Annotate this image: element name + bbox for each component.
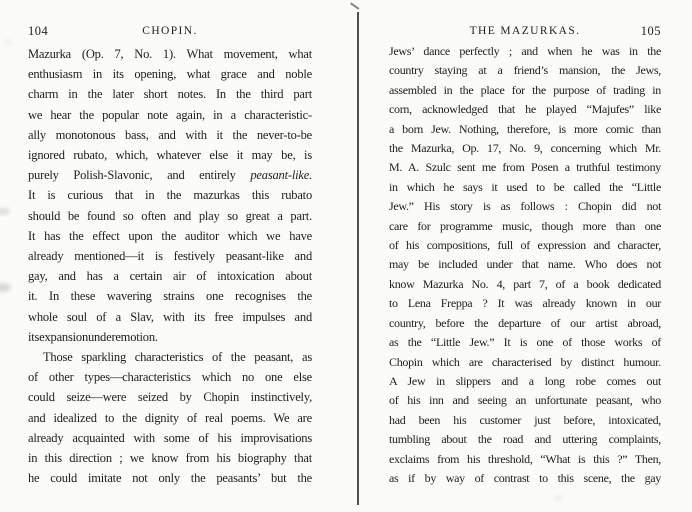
text-line: exclaims from his threshold, “What is this ?” Then,	[389, 451, 661, 466]
text-line: its expansion under emotion.	[28, 329, 158, 344]
running-title-left: CHOPIN.	[142, 25, 198, 37]
text-line: of other types—characteristics which no one else	[28, 370, 312, 385]
scan-smudge	[0, 208, 10, 215]
text-line: it. In these wavering strains one recognises the	[28, 289, 312, 304]
text-line: It has the effect upon the auditor which we have	[28, 228, 312, 243]
text-line: Jews’ dance perfectly ; and when he was in the	[389, 44, 661, 58]
scan-smudge	[554, 496, 563, 501]
left-running-header	[28, 24, 312, 40]
left-page-text	[28, 44, 312, 488]
text-line: know Mazurka No. 4, part 7, of a book dedicated	[389, 276, 661, 291]
text-line: ally monotonous bass, and with it the never-to-be	[28, 127, 312, 142]
text-line: we hear the popular note again, in a characteristic-	[28, 107, 312, 122]
text-line: country staying at a friend’s mansion, the Jews,	[389, 63, 661, 78]
text-line: purely Polish-Slavonic, and entirely peasant-like.	[28, 168, 312, 183]
text-line: as if by way of contrast to this scene, the gay	[389, 470, 661, 485]
text-line: and idealized to the dignity of real poems. We are	[28, 410, 312, 425]
text-line: It is curious that in the mazurkas this rubato	[28, 188, 312, 203]
text-line: already mentioned—it is festively peasant-like and	[28, 249, 312, 264]
text-line: corn, acknowledged that he played “Majufes” like	[389, 102, 661, 117]
text-line: a born Jew. Nothing, therefore, is more comic than	[389, 121, 661, 136]
text-line: country, before the departure of our artist abroad,	[389, 315, 661, 330]
book-spine-line-hook	[350, 2, 359, 9]
text-line: A Jew in slippers and a long robe comes out	[389, 373, 661, 388]
text-line: care for programme music, though more than one	[389, 218, 661, 233]
text-line: charm in the later short notes. In the third part	[28, 87, 312, 102]
text-line: Those sparkling characteristics of the peasant, as	[43, 350, 312, 365]
text-line: as the “Little Jew.” It is one of those works of	[389, 335, 661, 350]
book-spine-line	[357, 12, 359, 505]
text-line: ignored rubato, which, whatever else it may be, is	[28, 148, 312, 163]
text-line: in which he says it used to be called the “Little	[389, 179, 661, 194]
text-line: may be included under that name. Who does not	[389, 257, 661, 272]
text-line: of his compositions, full of expression and character,	[389, 238, 661, 253]
text-line: of his inn and seeing an unfortunate peasant, who	[389, 393, 661, 408]
text-line: in this direction ; we know from his biography that	[28, 451, 312, 466]
text-line: enthusiasm in its opening, what grace and noble	[28, 67, 312, 82]
text-line: already acquainted with some of his improvisations	[28, 430, 312, 445]
scan-smudge	[0, 283, 11, 292]
right-page-text	[389, 42, 661, 488]
text-line: should be found so often and play so great a part.	[28, 208, 312, 223]
scan-smudge	[4, 40, 13, 45]
text-line: could seize—were seized by Chopin instinctively,	[28, 390, 312, 405]
text-line: the Mazurka, Op. 17, No. 9, concerning which Mr.	[389, 141, 661, 156]
text-line: M. A. Szulc sent me from Posen a truthful testimony	[389, 160, 661, 175]
running-title-right: THE MAZURKAS.	[469, 25, 581, 37]
text-line: Chopin which are characterised by distinct humour.	[389, 354, 661, 369]
text-line: to Lena Freppa ? It was already known in our	[389, 296, 661, 311]
text-line: had been his customer just before, intoxicated,	[389, 412, 661, 427]
text-line: tumbling about the road and uttering complaints,	[389, 432, 661, 447]
text-line: Mazurka (Op. 7, No. 1). What movement, what	[28, 47, 312, 61]
right-running-header	[389, 24, 661, 40]
text-line: he could imitate not only the peasants’ but the	[28, 471, 312, 486]
text-line: Jew.” His story is as follows : Chopin did not	[389, 199, 661, 214]
text-line: whole soul of a Slav, with its free impulses and	[28, 309, 312, 324]
text-line: assembled in the place for the purpose of trading in	[389, 82, 661, 97]
page-number-left: 104	[28, 24, 49, 38]
page-number-right: 105	[640, 24, 661, 38]
text-line: gay, and has a certain air of intoxication about	[28, 269, 312, 284]
